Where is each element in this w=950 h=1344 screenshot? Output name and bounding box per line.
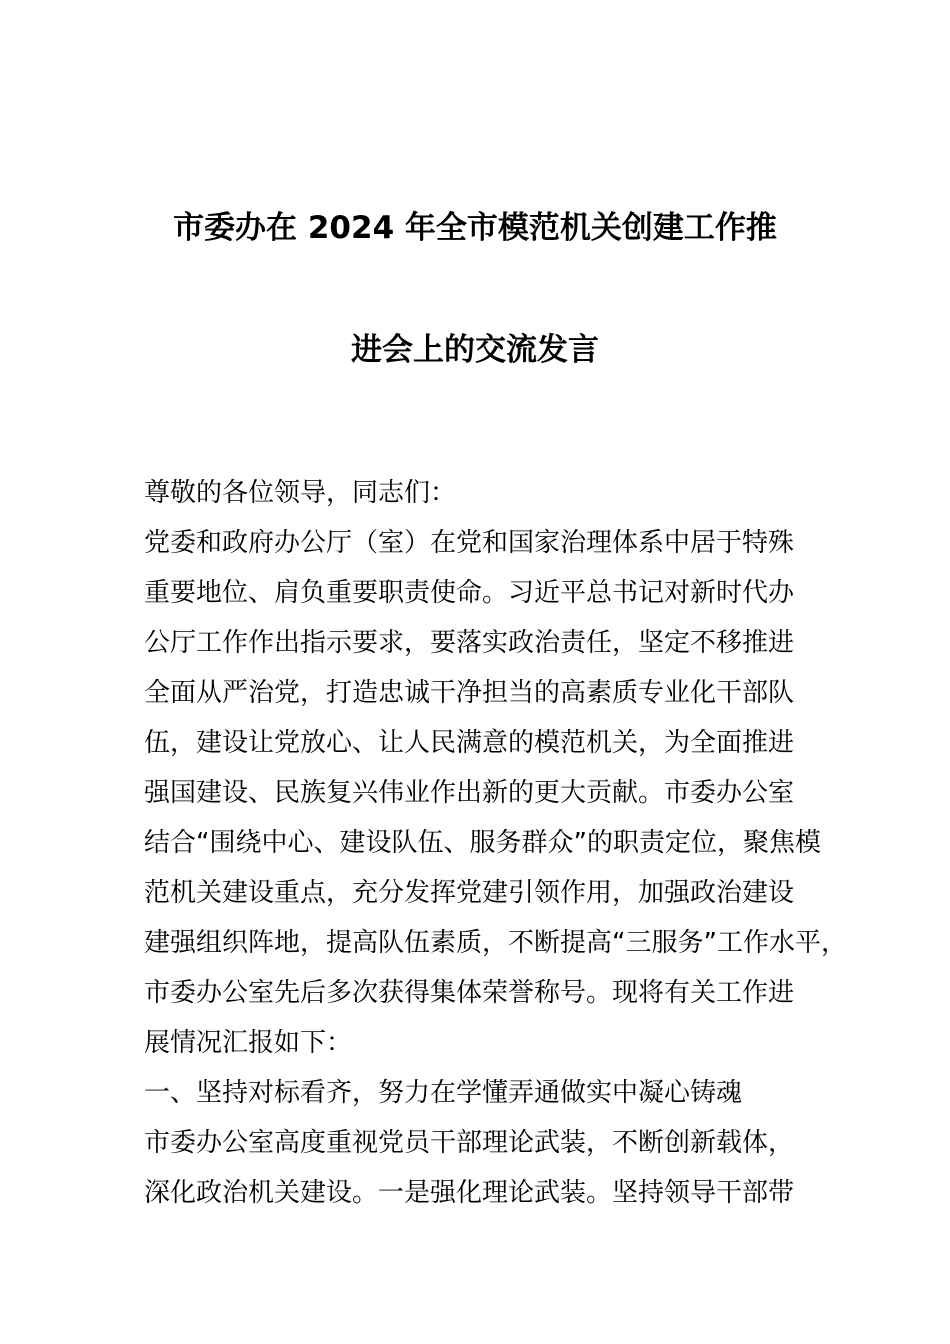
paragraph-1-line-10: 市委办公室先后多次获得集体荣誉称号。现将有关工作进 [144, 978, 795, 1008]
document-title-line-1: 市委办在 2024 年全市模范机关创建工作推 [173, 210, 777, 246]
document-title-line-2: 进会上的交流发言 [351, 332, 599, 368]
paragraph-1-line-8: 范机关建设重点，充分发挥党建引领作用，加强政治建设 [144, 878, 795, 908]
paragraph-1-line-11: 展情况汇报如下： [144, 1028, 353, 1058]
paragraph-1-line-4: 全面从严治党，打造忠诚干净担当的高素质专业化干部队 [144, 678, 795, 708]
paragraph-1-line-6: 强国建设、民族复兴伟业作出新的更大贡献。市委办公室 [144, 778, 795, 808]
section-1-heading: 一、坚持对标看齐，努力在学懂弄通做实中凝心铸魂 [144, 1078, 743, 1108]
salutation: 尊敬的各位领导，同志们： [144, 478, 457, 508]
paragraph-1-line-1: 党委和政府办公厅（室）在党和国家治理体系中居于特殊 [144, 528, 795, 558]
paragraph-1-line-5: 伍，建设让党放心、让人民满意的模范机关，为全面推进 [144, 728, 795, 758]
paragraph-1-line-2: 重要地位、肩负重要职责使命。习近平总书记对新时代办 [144, 578, 795, 608]
paragraph-1-line-9: 建强组织阵地，提高队伍素质，不断提高“三服务”工作水平， [144, 928, 847, 958]
paragraph-2-line-1: 市委办公室高度重视党员干部理论武装，不断创新载体， [144, 1128, 795, 1158]
paragraph-1-line-7: 结合“围绕中心、建设队伍、服务群众”的职责定位，聚焦模 [144, 828, 821, 858]
paragraph-1-line-3: 公厅工作作出指示要求，要落实政治责任，坚定不移推进 [144, 628, 795, 658]
document-body [144, 468, 847, 1218]
paragraph-2-line-2: 深化政治机关建设。一是强化理论武装。坚持领导干部带 [144, 1178, 795, 1208]
